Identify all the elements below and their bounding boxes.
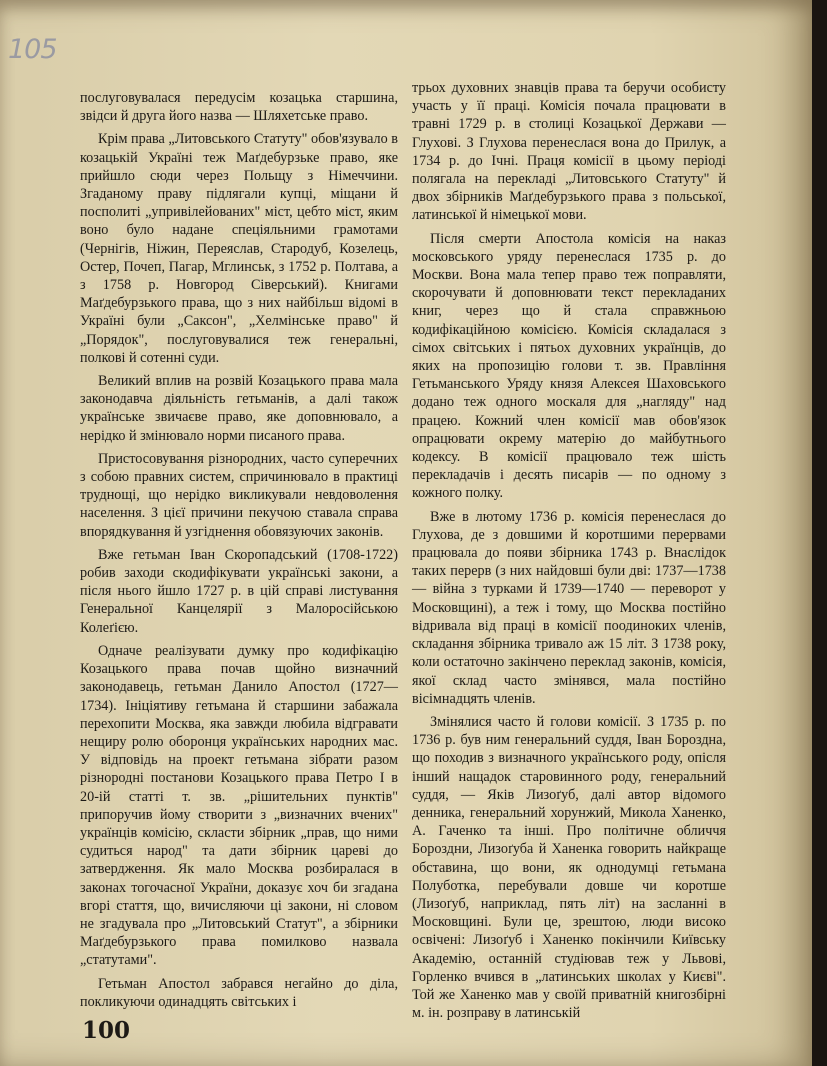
paragraph: Змінялися часто й голови комісії. З 1735 р. по 1736 р. був ним генеральний суддя, Іван Бороздна, що походив з визначного українського роду, опісля інший нащадок старовинного роду, генеральний суддя, — Яків Лизоґуб, далі автор відомого денника, генеральний хорунжий, Микола Ханенко, А. Гаченко та інші. Про політичне обличчя Бороздни, Лизоґуба й Ханенка говорить найкраще обставина, що вони, як однодумці гетьмана Полуботка, перебували довше чи коротше (Лизоґуб, наприклад, пять літ) на засланні в Московщині. Були це, зрештою, люди високо освічені: Лизоґуб і Ханенко покінчили Київську Академію, останній студіював теж у Львові, Горленко вчився в „латинських школах у Києві". Той же Ханенко мав у своїй приватній книгозбірні м. ін. розправу в латинській [412, 713, 726, 1022]
margin-note: 105 [8, 34, 57, 65]
left-column [80, 89, 398, 1016]
paragraph: Пристосовування різнородних, часто суперечних з собою правних систем, спричинювало в практиці труднощі, що нерідко викликували невдоволення населення. З цієї причини пекучою ставала справа впорядкування й узгіднення обовязуючих законів. [80, 450, 398, 540]
right-column [412, 79, 726, 1027]
paragraph: послуговувалася передусім козацька старшина, звідси й друга його назва — Шляхетське право. [80, 90, 398, 125]
paragraph: Одначе реалізувати думку про кодифікацію Козацького права почав щойно визначний законодавець, гетьман Данило Апостол (1727—1734). Ініціятиву гетьмана й старшини забажала перехопити Москва, яка завжди любила відгравати нещиру ролю оборонця українських народних мас. У відповідь на проект гетьмана зібрати разом різнородні постанови Козацького права Петро І в 20-ій статті т. зв. „рішительних пунктів" припоручив йому створити з „визначних вчених" українців комісію, скласти збірник „прав, що ними судиться народ" та дати збірник цареві до затвердження. Як мало Москва розбиралася в законах тогочасної України, доказує хоч би згадана вгорі стаття, що, вичисляючи ці закони, ні словом не згадувала про „Литовський Статут", а збірники Маґдебурзького права помилково назвала „статутами". [80, 642, 398, 969]
paragraph: Після смерти Апостола комісія на наказ московського уряду перенеслася 1735 р. до Москви. Вона мала тепер право теж поправляти, скорочувати й доповнювати текст перекладаних книг, через що й стала справжньою кодифікаційною комісією. Комісія складалася з сімох світських і пятьох духовних українців, до яких на пропозицію голови т. зв. Правління Гетьманського Уряду князя Алексея Шаховського додано теж одного москаля для „нагляду" над працею. Кожний член комісії мав обов'язок опрацювати окрему матерію до майбутнього кодексу. В комісії працювало теж шість перекладачів і десять писарів — по одному з кожного полку. [412, 230, 726, 502]
page-number: 100 [82, 1017, 131, 1044]
paragraph: Вже гетьман Іван Скоропадський (1708-1722) робив заходи скодифікувати українські закони, а після нього йшло 1727 р. в цій справі листування Генеральної Канцелярії з Малоросійською Колеґією. [80, 546, 398, 636]
paragraph: Великий вплив на розвій Козацького права мала законодавча діяльність гетьманів, а далі також українське звичаєве право, яке доповнювало, а нерідко й змінювало норми писаного права. [80, 373, 398, 444]
paragraph: Гетьман Апостол забрався негайно до діла, покликуючи одинадцять світських і [80, 975, 398, 1010]
paragraph: трьох духовних знавців права та беручи особисту участь у її праці. Комісія почала працювати в травні 1729 р. в столиці Козацької Держави — Глухові. З Глухова перенеслася вона до Прилук, а 1734 р. до Ічні. Праця комісії в цьому періоді полягала на перекладі „Литовського Статуту" й двох збірників Маґдебурзького права з польської, латинської й німецької мови. [412, 80, 726, 224]
paragraph: Вже в лютому 1736 р. комісія перенеслася до Глухова, де з довшими й коротшими перервами працювала до появи збірника 1743 р. Внаслідок таких перерв (з них найдовші були дві: 1737—1738 — війна з турками й 1739—1740 — переворот у Московщині), а теж і тому, що Москва постійно відривала від праці в комісії поодиноких членів, складання збірника тривало аж 15 літ. З 1738 року, коли остаточно закінчено переклад законів, комісія, якої склад часто змінявся, мала постійно вісімнадцять членів. [412, 508, 726, 707]
paragraph: Крім права „Литовського Статуту" обов'язувало в козацькій Україні теж Маґдебурзьке право, яке прийшло сюди через Польщу з Німеччини. Згаданому праву підлягали купці, міщани й посполиті „упривілейованих" міст, цебто міст, яким воно було надане спеціяльними грамотами (Чернігів, Ніжин, Переяслав, Стародуб, Козелець, Остер, Почеп, Пагар, Мглинськ, з 1752 р. Полтава, а з 1758 р. Новгород Сіверський). Книгами Маґдебурзького права, що з них найбільш відомі в Україні були „Саксон", „Хелмінське право" й „Порядок", послуговувалися теж генеральні, полкові й сотенні суди. [80, 131, 398, 366]
